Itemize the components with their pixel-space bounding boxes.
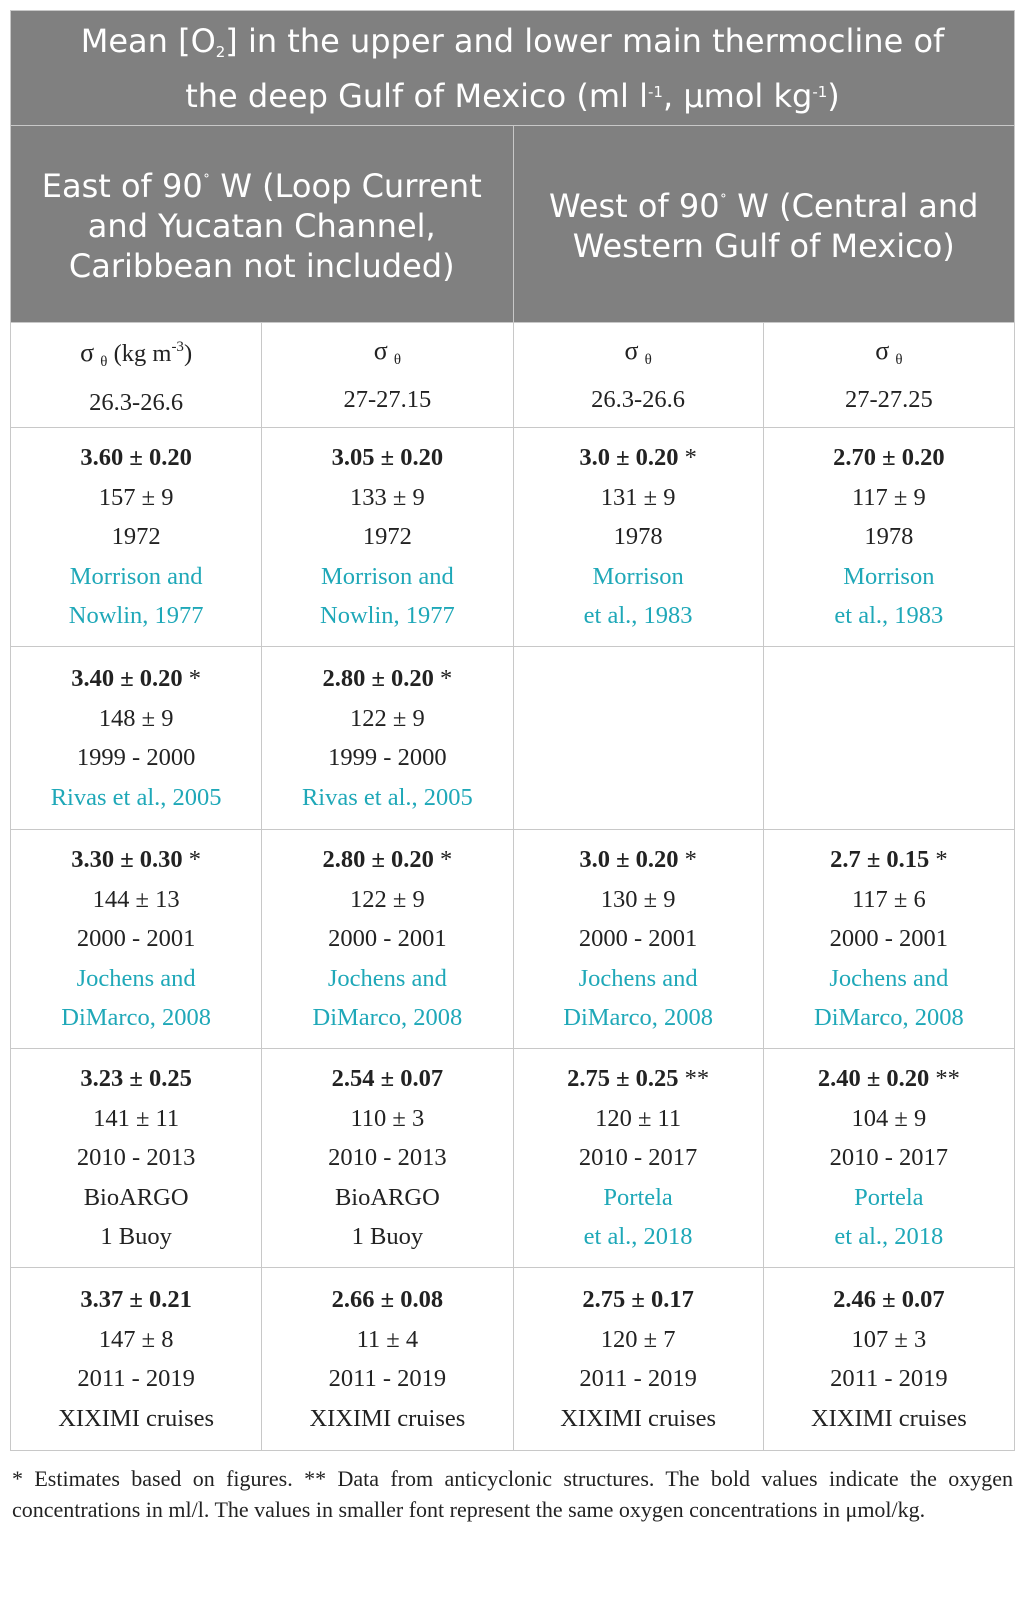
citation-link[interactable]: Morrison et al., 1983 [583, 562, 693, 630]
sigma-cell: σ $_\theta$ 26.3-26.6 [513, 323, 763, 428]
data-cell: 2.54 ± 0.07 110 ± 3 2010 - 2013 BioARGO 1 Buoy [262, 1049, 513, 1268]
citation-link[interactable]: Jochens and DiMarco, 2008 [563, 964, 713, 1032]
data-cell: 2.66 ± 0.08 11 ± 4 2011 - 2019 XIXIMI cruises [262, 1268, 513, 1451]
data-cell: 2.70 ± 0.20 117 ± 9 1978 Morrison et al., 1983 [763, 428, 1014, 647]
table-row [11, 830, 1015, 1049]
citation-link[interactable]: Morrison et al., 1983 [834, 562, 944, 630]
data-cell: 3.30 ± 0.30 * 144 ± 13 2000 - 2001 Jochens and DiMarco, 2008 [11, 830, 262, 1049]
table-title: Mean [O2] in the upper and lower main thermocline of the deep Gulf of Mexico (ml $l^{-1}$, μmol $kg^{-1}$) [11, 11, 1015, 126]
citation-link[interactable]: Rivas et al., 2005 [301, 783, 473, 811]
table-row [11, 1049, 1015, 1268]
sigma-cell: σ $_\theta$ 27-27.15 [262, 323, 513, 428]
data-cell: 3.40 ± 0.20 * 148 ± 9 1999 - 2000 Rivas et al., 2005 [11, 647, 262, 830]
data-cell: 2.80 ± 0.20 * 122 ± 9 1999 - 2000 Rivas et al., 2005 [262, 647, 513, 830]
citation-link[interactable]: Portela et al., 2018 [583, 1183, 693, 1251]
data-cell: 3.23 ± 0.25 141 ± 11 2010 - 2013 BioARGO 1 Buoy [11, 1049, 262, 1268]
citation-link[interactable]: Morrison and Nowlin, 1977 [320, 562, 455, 630]
data-cell: 2.75 ± 0.17 120 ± 7 2011 - 2019 XIXIMI cruises [513, 1268, 763, 1451]
citation-link[interactable]: Jochens and DiMarco, 2008 [61, 964, 211, 1032]
oxygen-table [10, 10, 1015, 1451]
empty-cell [513, 647, 763, 830]
sigma-cell: σ $_\theta$ (kg $m^{-3}$) 26.3-26.6 [11, 323, 262, 428]
table-row [11, 1268, 1015, 1451]
sigma-row [11, 323, 1015, 428]
region-header-east: East of 90˚ W (Loop Current and Yucatan Channel, Caribbean not included) [11, 126, 514, 323]
region-header-west: West of 90˚ W (Central and Western Gulf of Mexico) [513, 126, 1015, 323]
data-cell: 2.46 ± 0.07 107 ± 3 2011 - 2019 XIXIMI cruises [763, 1268, 1014, 1451]
citation-link[interactable]: Jochens and DiMarco, 2008 [312, 964, 463, 1032]
table-figure [10, 10, 1015, 1525]
data-cell: 2.75 ± 0.25 ** 120 ± 11 2010 - 2017 Portela et al., 2018 [513, 1049, 763, 1268]
sigma-cell: σ $_\theta$ 27-27.25 [763, 323, 1014, 428]
data-cell: 2.80 ± 0.20 * 122 ± 9 2000 - 2001 Jochens and DiMarco, 2008 [262, 830, 513, 1049]
data-cell: 2.40 ± 0.20 ** 104 ± 9 2010 - 2017 Portela et al., 2018 [763, 1049, 1014, 1268]
table-footnote: * Estimates based on figures. ** Data from anticyclonic structures. The bold values indicate the oxygen concentrations in ml/l. The values in smaller font represent the same oxygen concentrations in μmol/kg. [12, 1466, 1013, 1522]
citation-link[interactable]: Morrison and Nowlin, 1977 [68, 562, 204, 630]
data-cell: 3.0 ± 0.20 * 130 ± 9 2000 - 2001 Jochens and DiMarco, 2008 [513, 830, 763, 1049]
data-cell: 3.60 ± 0.20 157 ± 9 1972 Morrison and Nowlin, 1977 [11, 428, 262, 647]
data-cell: 2.7 ± 0.15 * 117 ± 6 2000 - 2001 Jochens and DiMarco, 2008 [763, 830, 1014, 1049]
citation-link[interactable]: Jochens and DiMarco, 2008 [814, 964, 964, 1032]
data-cell: 3.0 ± 0.20 * 131 ± 9 1978 Morrison et al., 1983 [513, 428, 763, 647]
citation-link[interactable]: Rivas et al., 2005 [50, 783, 222, 811]
citation-link[interactable]: Portela et al., 2018 [834, 1183, 944, 1251]
table-row [11, 428, 1015, 647]
empty-cell [763, 647, 1014, 830]
data-cell: 3.37 ± 0.21 147 ± 8 2011 - 2019 XIXIMI cruises [11, 1268, 262, 1451]
table-row [11, 647, 1015, 830]
data-cell: 3.05 ± 0.20 133 ± 9 1972 Morrison and Nowlin, 1977 [262, 428, 513, 647]
